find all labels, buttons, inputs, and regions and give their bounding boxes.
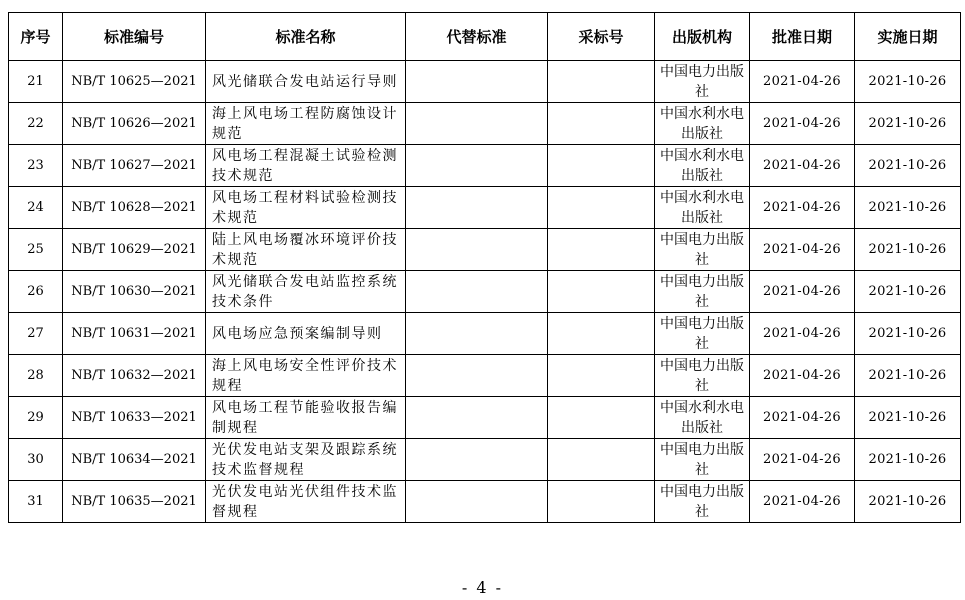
cell-replaced-standard [406,229,548,271]
cell-publisher: 中国电力出版社 [655,271,750,313]
cell-standard-code: NB/T 10627—2021 [63,145,206,187]
cell-implementation-date: 2021-10-26 [855,271,961,313]
cell-publisher: 中国电力出版社 [655,355,750,397]
cell-standard-name: 陆上风电场覆冰环境评价技术规范 [206,229,406,271]
table-row [9,355,961,397]
table-row [9,439,961,481]
table-row [9,313,961,355]
table-row [9,271,961,313]
cell-standard-name: 海上风电场安全性评价技术规程 [206,355,406,397]
cell-publisher: 中国电力出版社 [655,61,750,103]
cell-approval-date: 2021-04-26 [750,313,855,355]
cell-standard-name: 风光储联合发电站运行导则 [206,61,406,103]
table-row [9,103,961,145]
cell-implementation-date: 2021-10-26 [855,355,961,397]
cell-standard-name: 风电场工程混凝土试验检测技术规范 [206,145,406,187]
cell-standard-code: NB/T 10628—2021 [63,187,206,229]
cell-standard-code: NB/T 10629—2021 [63,229,206,271]
header-standard-name: 标准名称 [206,13,406,61]
cell-adopted-number [548,229,655,271]
cell-adopted-number [548,355,655,397]
cell-implementation-date: 2021-10-26 [855,397,961,439]
table-row [9,187,961,229]
cell-publisher: 中国水利水电出版社 [655,145,750,187]
table-row [9,397,961,439]
cell-approval-date: 2021-04-26 [750,355,855,397]
cell-adopted-number [548,481,655,523]
cell-publisher: 中国电力出版社 [655,313,750,355]
cell-serial-number: 29 [9,397,63,439]
cell-replaced-standard [406,271,548,313]
table-row [9,229,961,271]
cell-implementation-date: 2021-10-26 [855,61,961,103]
cell-implementation-date: 2021-10-26 [855,187,961,229]
cell-publisher: 中国电力出版社 [655,481,750,523]
cell-implementation-date: 2021-10-26 [855,481,961,523]
cell-standard-code: NB/T 10633—2021 [63,397,206,439]
cell-approval-date: 2021-04-26 [750,229,855,271]
cell-replaced-standard [406,313,548,355]
cell-serial-number: 31 [9,481,63,523]
cell-standard-code: NB/T 10635—2021 [63,481,206,523]
header-implementation-date: 实施日期 [855,13,961,61]
cell-implementation-date: 2021-10-26 [855,145,961,187]
cell-serial-number: 30 [9,439,63,481]
cell-serial-number: 24 [9,187,63,229]
cell-implementation-date: 2021-10-26 [855,439,961,481]
cell-implementation-date: 2021-10-26 [855,229,961,271]
header-serial-number: 序号 [9,13,63,61]
table-row [9,481,961,523]
cell-approval-date: 2021-04-26 [750,61,855,103]
cell-standard-code: NB/T 10626—2021 [63,103,206,145]
page-number: - 4 - [461,578,504,597]
cell-standard-name: 光伏发电站光伏组件技术监督规程 [206,481,406,523]
header-publisher: 出版机构 [655,13,750,61]
cell-serial-number: 21 [9,61,63,103]
cell-serial-number: 27 [9,313,63,355]
header-replaced-standard: 代替标准 [406,13,548,61]
cell-approval-date: 2021-04-26 [750,397,855,439]
cell-adopted-number [548,61,655,103]
cell-serial-number: 23 [9,145,63,187]
standards-table [8,12,961,523]
cell-adopted-number [548,145,655,187]
cell-approval-date: 2021-04-26 [750,103,855,145]
cell-standard-name: 海上风电场工程防腐蚀设计规范 [206,103,406,145]
cell-replaced-standard [406,103,548,145]
cell-replaced-standard [406,61,548,103]
cell-adopted-number [548,187,655,229]
cell-publisher: 中国水利水电出版社 [655,103,750,145]
cell-standard-name: 风电场工程材料试验检测技术规范 [206,187,406,229]
cell-standard-code: NB/T 10634—2021 [63,439,206,481]
cell-serial-number: 28 [9,355,63,397]
cell-standard-name: 光伏发电站支架及跟踪系统技术监督规程 [206,439,406,481]
cell-standard-code: NB/T 10625—2021 [63,61,206,103]
cell-serial-number: 25 [9,229,63,271]
cell-publisher: 中国电力出版社 [655,229,750,271]
cell-replaced-standard [406,397,548,439]
cell-replaced-standard [406,145,548,187]
cell-serial-number: 26 [9,271,63,313]
header-adopted-number: 采标号 [548,13,655,61]
cell-publisher: 中国水利水电出版社 [655,187,750,229]
cell-adopted-number [548,439,655,481]
cell-serial-number: 22 [9,103,63,145]
header-row [9,13,961,61]
cell-approval-date: 2021-04-26 [750,481,855,523]
cell-approval-date: 2021-04-26 [750,271,855,313]
cell-publisher: 中国电力出版社 [655,439,750,481]
cell-standard-name: 风电场工程节能验收报告编制规程 [206,397,406,439]
table-row [9,145,961,187]
cell-adopted-number [548,271,655,313]
header-standard-code: 标准编号 [63,13,206,61]
cell-approval-date: 2021-04-26 [750,145,855,187]
cell-replaced-standard [406,481,548,523]
cell-implementation-date: 2021-10-26 [855,103,961,145]
cell-replaced-standard [406,355,548,397]
cell-adopted-number [548,397,655,439]
cell-replaced-standard [406,187,548,229]
cell-standard-name: 风光储联合发电站监控系统技术条件 [206,271,406,313]
cell-standard-code: NB/T 10630—2021 [63,271,206,313]
table-row [9,61,961,103]
cell-replaced-standard [406,439,548,481]
cell-adopted-number [548,103,655,145]
cell-implementation-date: 2021-10-26 [855,313,961,355]
header-approval-date: 批准日期 [750,13,855,61]
cell-approval-date: 2021-04-26 [750,439,855,481]
cell-standard-code: NB/T 10632—2021 [63,355,206,397]
cell-standard-name: 风电场应急预案编制导则 [206,313,406,355]
cell-publisher: 中国水利水电出版社 [655,397,750,439]
cell-adopted-number [548,313,655,355]
cell-approval-date: 2021-04-26 [750,187,855,229]
cell-standard-code: NB/T 10631—2021 [63,313,206,355]
